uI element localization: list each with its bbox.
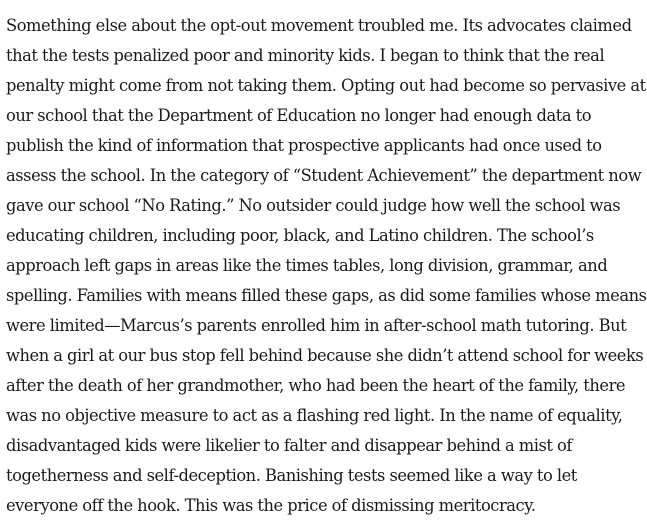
paragraph-line-10: spelling. Families with means filled these gaps, as did some families whose means xyxy=(6,286,647,305)
paragraph-line-11: were limited—Marcus’s parents enrolled him in after-school math tutoring. But xyxy=(6,316,627,335)
paragraph-line-12: when a girl at our bus stop fell behind because she didn’t attend school for weeks xyxy=(6,346,644,365)
paragraph-line-1: Something else about the opt-out movement troubled me. Its advocates claimed xyxy=(6,16,632,35)
paragraph-line-2: that the tests penalized poor and minority kids. I began to think that the real xyxy=(6,46,605,65)
paragraph-line-17: everyone off the hook. This was the price of dismissing meritocracy. xyxy=(6,496,536,515)
paragraph-line-9: approach left gaps in areas like the times tables, long division, grammar, and xyxy=(6,256,608,275)
paragraph-line-4: our school that the Department of Education no longer had enough data to xyxy=(6,106,592,125)
paragraph-line-8: educating children, including poor, black, and Latino children. The school’s xyxy=(6,226,594,245)
paragraph-line-15: disadvantaged kids were likelier to falter and disappear behind a mist of xyxy=(6,436,572,455)
paragraph-line-3: penalty might come from not taking them. Opting out had become so pervasive at xyxy=(6,76,646,95)
paragraph-line-13: after the death of her grandmother, who had been the heart of the family, there xyxy=(6,376,626,395)
paragraph-line-16: togetherness and self-deception. Banishing tests seemed like a way to let xyxy=(6,466,577,485)
paragraph-line-14: was no objective measure to act as a flashing red light. In the name of equality, xyxy=(6,406,623,425)
paragraph-line-5: publish the kind of information that prospective applicants had once used to xyxy=(6,136,602,155)
paragraph-line-6: assess the school. In the category of “Student Achievement” the department now xyxy=(6,166,642,185)
article-paragraph xyxy=(6,11,647,521)
paragraph-line-7: gave our school “No Rating.” No outsider could judge how well the school was xyxy=(6,196,621,215)
